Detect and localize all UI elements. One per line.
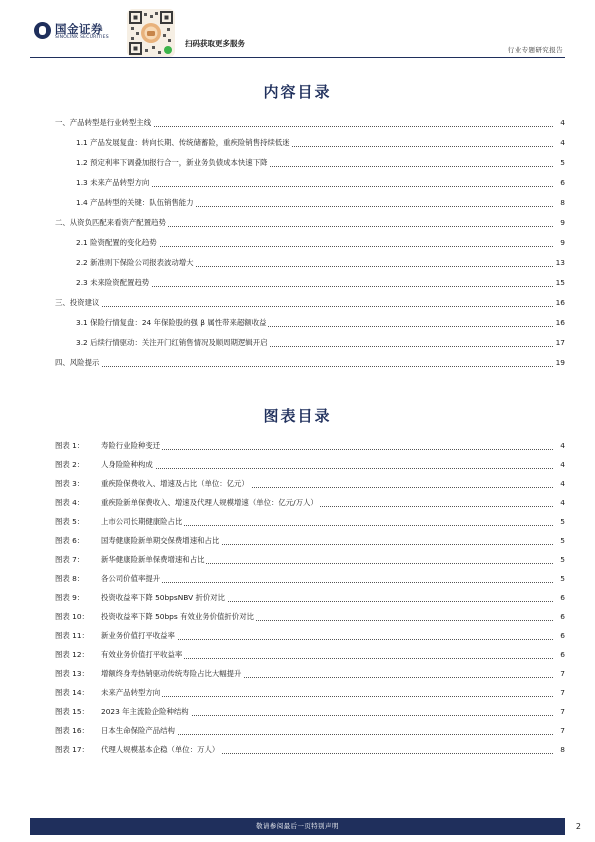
figure-page: 6 bbox=[553, 591, 565, 605]
leader-dots bbox=[55, 366, 563, 367]
toc-entry-page: 9 bbox=[553, 216, 565, 230]
toc-entry-text: 2.3 未来险资配置趋势 bbox=[76, 276, 151, 290]
figure-page: 7 bbox=[553, 724, 565, 738]
figure-label: 图表 9： bbox=[55, 593, 85, 602]
toc-entry-page: 5 bbox=[553, 156, 565, 170]
figure-label: 图表 1： bbox=[55, 441, 85, 450]
figure-entry[interactable] bbox=[0, 458, 595, 472]
figure-page: 6 bbox=[553, 648, 565, 662]
figure-label: 图表 10： bbox=[55, 612, 89, 621]
figure-title: 上市公司长期健康险占比 bbox=[101, 517, 183, 526]
figure-entry[interactable] bbox=[0, 496, 595, 510]
figure-entry[interactable] bbox=[0, 553, 595, 567]
figure-page: 5 bbox=[553, 534, 565, 548]
toc-entry[interactable] bbox=[0, 296, 595, 310]
figure-label: 图表 14： bbox=[55, 688, 89, 697]
toc-entry[interactable] bbox=[0, 356, 595, 370]
toc-entry[interactable] bbox=[0, 316, 595, 330]
figure-label: 图表 17： bbox=[55, 745, 89, 754]
disclaimer-notice: 敬请参阅最后一页特别声明 bbox=[256, 822, 339, 830]
toc-entry-text: 1.4 产品转型的关键：队伍销售能力 bbox=[76, 196, 196, 210]
figure-title: 2023 年主流险企险种结构 bbox=[101, 707, 189, 716]
document-type: 行业专题研究报告 bbox=[507, 46, 563, 54]
company-name-en: SINOLINK SECURITIES bbox=[55, 35, 109, 40]
figure-label: 图表 6： bbox=[55, 536, 85, 545]
qr-caption: 扫码获取更多服务 bbox=[185, 39, 245, 48]
figure-page: 6 bbox=[553, 629, 565, 643]
figure-title: 寿险行业险种变迁 bbox=[101, 441, 161, 450]
toc-entry[interactable] bbox=[0, 236, 595, 250]
toc-entry-text: 三、投资建议 bbox=[55, 296, 101, 310]
toc-entry[interactable] bbox=[0, 196, 595, 210]
figure-title: 有效业务价值打平收益率 bbox=[101, 650, 183, 659]
toc-entry-text: 3.2 后续行情驱动：关注开门红销售情况及顺周期逻辑开启 bbox=[76, 336, 269, 350]
toc-entry-text: 2.1 险资配置的变化趋势 bbox=[76, 236, 159, 250]
toc-entry-text: 一、产品转型是行业转型主线 bbox=[55, 116, 153, 130]
figure-label: 图表 12： bbox=[55, 650, 89, 659]
page-header bbox=[0, 0, 595, 60]
figure-entry[interactable] bbox=[0, 686, 595, 700]
figure-title: 重疾险保费收入、增速及占比（单位：亿元） bbox=[101, 479, 249, 488]
figure-entry[interactable] bbox=[0, 515, 595, 529]
figure-entry[interactable] bbox=[0, 667, 595, 681]
toc-entry-page: 8 bbox=[553, 196, 565, 210]
figure-label: 图表 15： bbox=[55, 707, 89, 716]
figure-title: 新业务价值打平收益率 bbox=[101, 631, 175, 640]
toc-entry-text: 1.1 产品发展复盘：转向长期、传统储蓄险，重疾险销售持续低迷 bbox=[76, 136, 292, 150]
figures-title: 图表目录 bbox=[263, 407, 332, 425]
figure-entry[interactable] bbox=[0, 724, 595, 738]
figure-page: 5 bbox=[553, 515, 565, 529]
toc-entry-text: 3.1 保险行情复盘：24 年保险股的强 β 属性带来超额收益 bbox=[76, 316, 268, 330]
page-footer bbox=[30, 818, 565, 835]
figure-entry[interactable] bbox=[0, 629, 595, 643]
figure-entry[interactable] bbox=[0, 572, 595, 586]
figure-label: 图表 3： bbox=[55, 479, 85, 488]
figure-entry[interactable] bbox=[0, 610, 595, 624]
figure-title: 未来产品转型方向 bbox=[101, 688, 161, 697]
toc-entry-text: 1.2 预定利率下调叠加报行合一，新业务负债成本快速下降 bbox=[76, 156, 269, 170]
toc-entry-page: 4 bbox=[553, 136, 565, 150]
toc-entry-page: 16 bbox=[553, 296, 565, 310]
logo-mark-icon bbox=[34, 22, 51, 39]
toc-entry-text: 二、从资负匹配来看资产配置趋势 bbox=[55, 216, 168, 230]
figure-title: 人身险险种构成 bbox=[101, 460, 153, 469]
header-divider bbox=[30, 57, 565, 58]
figure-page: 4 bbox=[553, 477, 565, 491]
toc-entry[interactable] bbox=[0, 116, 595, 130]
figure-label: 图表 11： bbox=[55, 631, 89, 640]
company-name: 国金证券 bbox=[55, 22, 103, 36]
figure-title: 代理人规模基本企稳（单位：万人） bbox=[101, 745, 220, 754]
toc-entry[interactable] bbox=[0, 216, 595, 230]
toc-entry[interactable] bbox=[0, 136, 595, 150]
figure-page: 5 bbox=[553, 553, 565, 567]
figure-label: 图表 4： bbox=[55, 498, 85, 507]
figure-entry[interactable] bbox=[0, 591, 595, 605]
figure-title: 增额终身寿热销驱动传统寿险占比大幅提升 bbox=[101, 669, 242, 678]
leader-dots bbox=[55, 306, 563, 307]
figure-label: 图表 7： bbox=[55, 555, 85, 564]
toc-entry-page: 19 bbox=[553, 356, 565, 370]
figure-label: 图表 2： bbox=[55, 460, 85, 469]
figure-entry[interactable] bbox=[0, 534, 595, 548]
figure-title: 国寿健康险新单期交保费增速和占比 bbox=[101, 536, 220, 545]
toc-entry-page: 15 bbox=[553, 276, 565, 290]
toc-entry-page: 17 bbox=[553, 336, 565, 350]
figure-title: 各公司价值率提升 bbox=[101, 574, 161, 583]
toc-entry-text: 1.3 未来产品转型方向 bbox=[76, 176, 151, 190]
toc-entry-page: 9 bbox=[553, 236, 565, 250]
figure-label: 图表 5： bbox=[55, 517, 85, 526]
toc-entry-page: 4 bbox=[553, 116, 565, 130]
figure-page: 5 bbox=[553, 572, 565, 586]
figure-entry[interactable] bbox=[0, 743, 595, 757]
figure-title: 投资收益率下降 50bpsNBV 折价对比 bbox=[101, 593, 226, 602]
figure-page: 4 bbox=[553, 439, 565, 453]
toc-entry[interactable] bbox=[0, 256, 595, 270]
figure-entry[interactable] bbox=[0, 477, 595, 491]
figure-entry[interactable] bbox=[0, 705, 595, 719]
figure-label: 图表 8： bbox=[55, 574, 85, 583]
toc-entry[interactable] bbox=[0, 176, 595, 190]
figure-page: 7 bbox=[553, 686, 565, 700]
figure-page: 4 bbox=[553, 496, 565, 510]
company-logo bbox=[34, 20, 124, 44]
figure-label: 图表 13： bbox=[55, 669, 89, 678]
figure-entry[interactable] bbox=[0, 648, 595, 662]
toc-entry-text: 2.2 新准则下保险公司报表波动增大 bbox=[76, 256, 196, 270]
toc-entry[interactable] bbox=[0, 336, 595, 350]
toc-entry[interactable] bbox=[0, 276, 595, 290]
toc-title: 内容目录 bbox=[263, 83, 332, 101]
toc-entry-page: 13 bbox=[553, 256, 565, 270]
figure-page: 8 bbox=[553, 743, 565, 757]
figure-title: 投资收益率下降 50bps 有效业务价值折价对比 bbox=[101, 612, 254, 621]
page-number: 2 bbox=[575, 822, 581, 831]
figure-label: 图表 16： bbox=[55, 726, 89, 735]
toc-entry-page: 16 bbox=[553, 316, 565, 330]
figure-title: 日本生命保险产品结构 bbox=[101, 726, 175, 735]
figure-page: 6 bbox=[553, 610, 565, 624]
toc-entry-text: 四、风险提示 bbox=[55, 356, 101, 370]
toc-entry-page: 6 bbox=[553, 176, 565, 190]
figure-page: 7 bbox=[553, 705, 565, 719]
figure-page: 7 bbox=[553, 667, 565, 681]
qr-code-icon[interactable] bbox=[127, 9, 175, 57]
figure-page: 4 bbox=[553, 458, 565, 472]
figure-title: 重疾险新单保费收入、增速及代理人规模增速（单位：亿元/万人） bbox=[101, 498, 318, 507]
toc-entry[interactable] bbox=[0, 156, 595, 170]
figure-title: 新华健康险新单保费增速和占比 bbox=[101, 555, 205, 564]
figure-entry[interactable] bbox=[0, 439, 595, 453]
